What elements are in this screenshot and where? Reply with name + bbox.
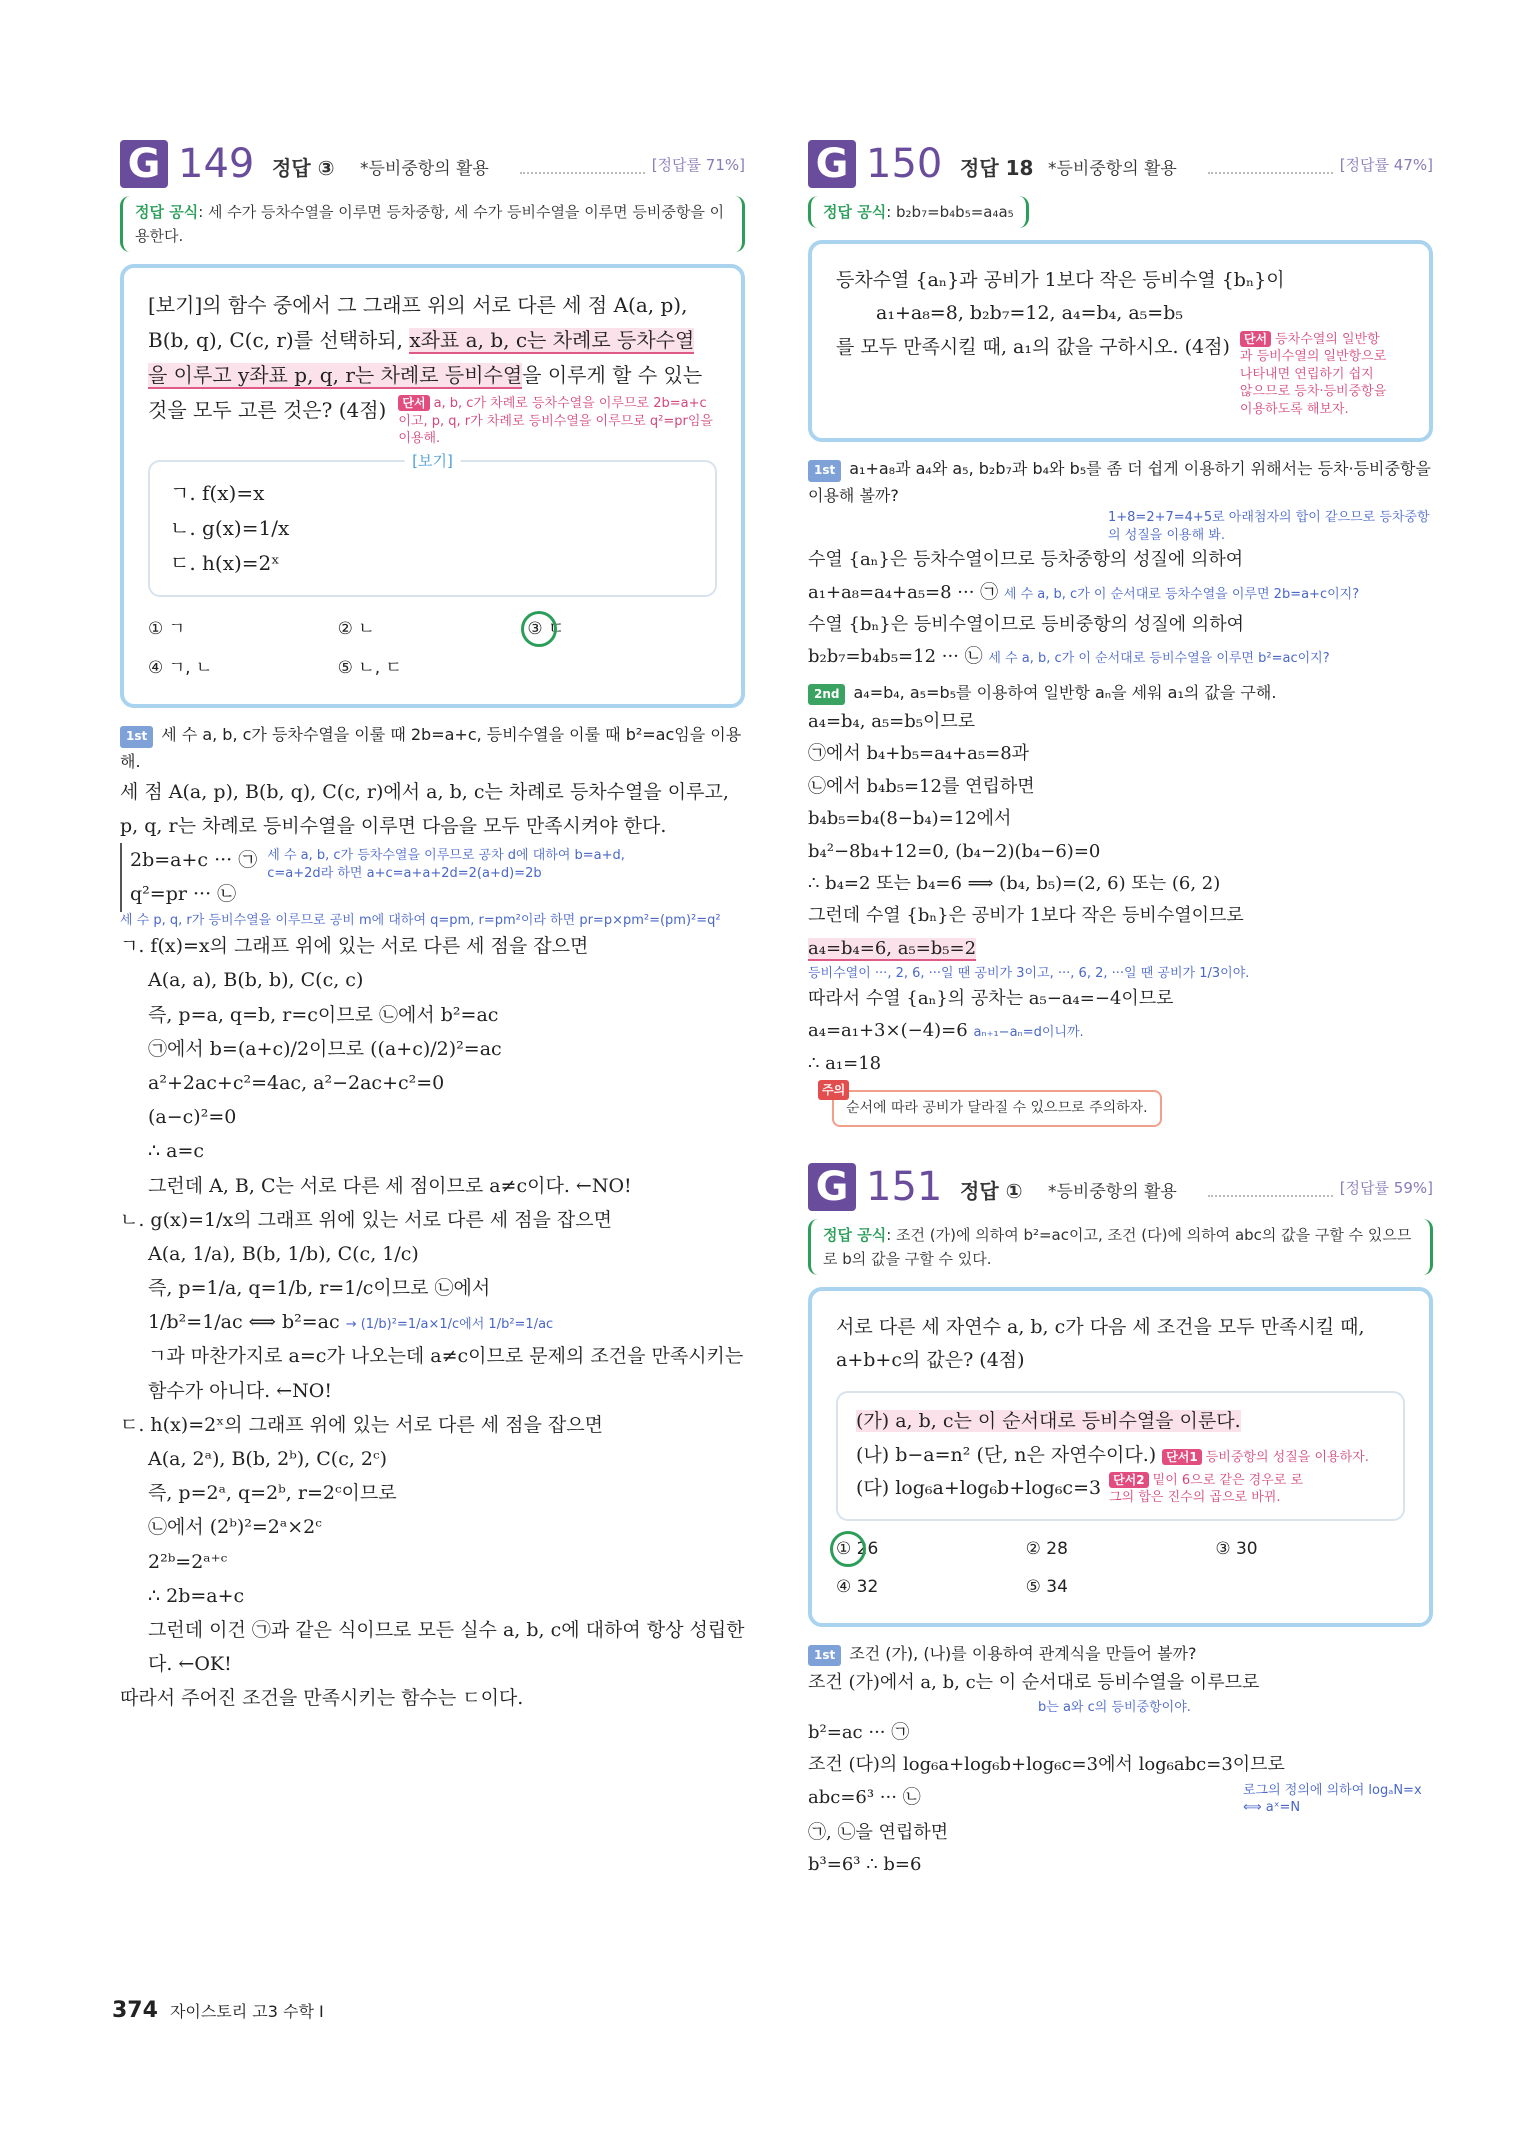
solution-line: 그런데 수열 {bₙ}은 공비가 1보다 작은 등비수열이므로 <box>808 905 1244 927</box>
question-line: a+b+c의 값은? (4점) <box>836 1349 1025 1372</box>
answer-label: 정답 ③ <box>272 156 335 180</box>
solution-line: (a−c)²=0 <box>148 1106 237 1129</box>
solution-line: a²+2ac+c²=4ac, a²−2ac+c²=0 <box>148 1071 445 1094</box>
solution-line: A(a, 2ᵃ), B(b, 2ᵇ), C(c, 2ᶜ) <box>148 1448 387 1471</box>
condition-box <box>836 1391 1405 1521</box>
problem-header <box>808 140 1433 196</box>
g-badge: G <box>120 140 168 188</box>
formula-box <box>808 1219 1433 1275</box>
solution-line: ㄱ과 마찬가지로 a=c가 나오는데 a≠c이므로 문제의 조건을 만족시키는 함수가 아니다. ←NO! <box>148 1345 744 1402</box>
solution-line: ㄴ. g(x)=1/x의 그래프 위에 있는 서로 다른 세 점을 잡으면 <box>120 1208 612 1231</box>
step-text: 조건 (가), (나)를 이용하여 관계식을 만들어 볼까? <box>849 1643 1197 1663</box>
solution-line: b₂b₇=b₄b₅=12 ··· ㉡ 세 수 a, b, c가 이 순서대로 등비수열을 이루면 b²=ac이지? <box>808 646 1330 668</box>
dotted-divider <box>520 172 645 174</box>
solution-line: 그런데 이건 ㉠과 같은 식이므로 모든 실수 a, b, c에 대하여 항상 성립한다. ←OK! <box>148 1618 745 1676</box>
warning-text: 순서에 따라 공비가 달라질 수 있으므로 주의하자. <box>846 1099 1148 1116</box>
solution-line: 그런데 A, B, C는 서로 다른 세 점이므로 a≠c이다. ←NO! <box>148 1174 632 1197</box>
question-line: B(b, q), C(c, r)를 선택하되, x좌표 a, b, c는 차례로 등차수열 <box>148 328 695 352</box>
highlight: 을 이루고 y좌표 p, q, r는 차례로 등비수열 <box>148 363 523 387</box>
side-note: 등비수열이 ···, 2, 6, ···일 땐 공비가 3이고, ···, 6, 2, ···일 땐 공비가 1/3이야. <box>808 966 1250 982</box>
choice[interactable]: ④ ㄱ, ㄴ <box>148 658 213 679</box>
problem-header <box>120 140 745 196</box>
solution-line: ㉠에서 b=(a+c)/2이므로 ((a+c)/2)²=ac <box>148 1037 502 1060</box>
solution-line: a₄=b₄, a₅=b₅이므로 <box>808 711 976 733</box>
solution-line: ㉡에서 b₄b₅=12를 연립하면 <box>808 775 1035 797</box>
choice[interactable]: ① ㄱ <box>148 618 186 639</box>
answer-label: 정답 ① <box>960 1178 1023 1203</box>
choice-correct[interactable]: ① 26 <box>836 1535 1026 1565</box>
formula-box <box>808 196 1029 228</box>
solution-line: b²=ac ··· ㉠ <box>808 1721 910 1743</box>
formula-label: 정답 공식 <box>823 203 887 221</box>
solution <box>808 544 1433 674</box>
step-badge: 1st <box>808 1645 841 1667</box>
problem-150 <box>808 140 1433 1127</box>
question-box <box>808 1287 1433 1627</box>
solution-line: a₄=b₄=6, a₅=b₅=2 <box>808 937 977 959</box>
solution-line: 세 점 A(a, p), B(b, q), C(c, r)에서 a, b, c는 차례로 등차수열을 이루고, p, q, r는 차례로 등비수열을 이루면 다음을 모두 만족시켜야 한다. <box>120 780 729 838</box>
condition: (가) a, b, c는 이 순서대로 등비수열을 이룬다. <box>856 1410 1241 1433</box>
solution-line: 수열 {bₙ}은 등비수열이므로 등비중항의 성질에 의하여 <box>808 613 1244 635</box>
solution-line: ㉠에서 b₄+b₅=a₄+a₅=8과 <box>808 743 1030 765</box>
formula-text: : 조건 (가)에 의하여 b²=ac이고, 조건 (다)에 의하여 abc의 값을 구할 수 있으므로 b의 값을 구할 수 있다. <box>823 1225 1412 1268</box>
solution-line: a₁+a₈=a₄+a₅=8 ··· ㉠ 세 수 a, b, c가 이 순서대로 등차수열을 이루면 2b=a+c이지? <box>808 581 1360 603</box>
solution-indent <box>120 1442 745 1681</box>
solution-line: a₄=a₁+3×(−4)=6 aₙ₊₁−aₙ=d이니까. <box>808 1020 1084 1042</box>
question-line: 것을 모두 고른 것은? (4점) 단서 a, b, c가 차례로 등차수열을 이루므로 2b=a+c이고, p, q, r가 차례로 등비수열을 이루므로 q²=pr임을 이용해. <box>148 393 717 448</box>
solution-indent <box>120 963 745 1202</box>
bogi-item: ㄴ. g(x)=1/x <box>170 515 290 540</box>
question-line: a₁+a₈=8, b₂b₇=12, a₄=b₄, a₅=b₅ <box>876 302 1183 325</box>
problem-151 <box>808 1163 1433 1882</box>
solution-line: A(a, 1/a), B(b, 1/b), C(c, 1/c) <box>148 1242 419 1265</box>
step-1 <box>120 722 745 775</box>
solution-line: 2b=a+c ··· ㉠ <box>130 849 258 872</box>
book-title: 자이스토리 고3 수학 I <box>169 2002 324 2021</box>
step-1 <box>808 456 1433 544</box>
solution-line: b₄b₅=b₄(8−b₄)=12에서 <box>808 808 1012 830</box>
condition: (나) b−a=n² (단, n은 자연수이다.) 단서1 등비중항의 성질을 이용하자. <box>856 1443 1369 1466</box>
solution-line: q²=pr ··· ㉡ <box>130 883 237 906</box>
topic-label: *등비중항의 활용 <box>360 159 489 179</box>
problem-149 <box>120 140 745 1716</box>
solution-line: ㉠, ㉡을 연립하면 <box>808 1821 949 1843</box>
solution-line: b³=6³ ∴ b=6 <box>808 1854 922 1876</box>
problem-number: 149 <box>178 141 255 187</box>
hint-tag: 단서 <box>398 395 429 411</box>
solution-line: 조건 (다)의 log₆a+log₆b+log₆c=3에서 log₆abc=3이므로 <box>808 1754 1285 1776</box>
solution-line: abc=6³ ··· ㉡ 로그의 정의에 의하여 logₐN=x ⟺ aˣ=N <box>808 1782 1422 1816</box>
correct-rate: [정답률 47%] <box>1339 156 1433 174</box>
solution-line: ∴ a₁=18 <box>808 1052 882 1074</box>
choice-correct[interactable]: ③ ㄷ <box>527 615 717 645</box>
warning-box <box>822 1082 1162 1127</box>
side-note: 1+8=2+7=4+5로 아래첨자의 합이 같으므로 등차중항의 성질을 이용해 봐. <box>1108 510 1430 543</box>
g-badge: G <box>808 140 856 188</box>
equation-block <box>120 843 745 911</box>
question-line: 를 모두 만족시킬 때, a₁의 값을 구하시오. (4점) 단서 등차수열의 일반항과 등비수열의 일반항으로 나타내면 연립하기 쉽지 않으므로 등차·등비중항을 이용하도록 해보자. <box>836 331 1405 419</box>
solution-line: b₄²−8b₄+12=0, (b₄−2)(b₄−6)=0 <box>808 840 1101 862</box>
formula-label: 정답 공식 <box>823 1225 887 1244</box>
step-text: 세 수 a, b, c가 등차수열을 이룰 때 2b=a+c, 등비수열을 이룰 때 b²=ac임을 이용해. <box>120 725 742 771</box>
choice[interactable]: ④ 32 <box>836 1576 879 1597</box>
step-badge: 1st <box>808 460 841 482</box>
solution-line: 1/b²=1/ac ⟺ b²=ac → (1/b)²=1/a×1/c에서 1/b²=1/ac <box>148 1311 554 1334</box>
solution-line: A(a, a), B(b, b), C(c, c) <box>148 969 364 992</box>
page-footer <box>112 1998 324 2023</box>
topic-label: *등비중항의 활용 <box>1048 1181 1177 1202</box>
formula-box <box>120 196 745 252</box>
step-text: a₄=b₄, a₅=b₅를 이용하여 일반항 aₙ을 세워 a₁의 값을 구해. <box>853 682 1277 702</box>
solution-line: 즉, p=a, q=b, r=c이므로 ㉡에서 b²=ac <box>148 1003 499 1026</box>
correct-rate: [정답률 59%] <box>1339 1178 1433 1197</box>
question-box <box>808 240 1433 442</box>
solution-line: ㄱ. f(x)=x의 그래프 위에 있는 서로 다른 세 점을 잡으면 <box>120 935 589 958</box>
topic-label: *등비중항의 활용 <box>1048 159 1177 179</box>
problem-header <box>808 1163 1433 1219</box>
solution-line: ㄷ. h(x)=2ˣ의 그래프 위에 있는 서로 다른 세 점을 잡으면 <box>120 1413 603 1436</box>
g-badge: G <box>808 1163 856 1211</box>
solution-line: 따라서 수열 {aₙ}의 공차는 a₅−a₄=−4이므로 <box>808 987 1174 1009</box>
choice[interactable]: ⑤ 34 <box>1025 1576 1068 1597</box>
formula-text: : b₂b₇=b₄b₅=a₄a₅ <box>886 203 1014 221</box>
hint-note: 단서 a, b, c가 차례로 등차수열을 이루므로 2b=a+c이고, p, q, r가 차례로 등비수열을 이루므로 q²=pr임을 이용해. <box>398 396 713 447</box>
bogi-box <box>148 451 717 597</box>
solution <box>808 706 1433 1080</box>
correct-rate: [정답률 71%] <box>651 156 745 174</box>
side-note: 세 수 a, b, c가 등차수열을 이루므로 공차 d에 대하여 b=a+d, c=a+2d라 하면 a+c=a+a+2d=2(a+d)=2b <box>267 848 625 881</box>
problem-number: 151 <box>866 1163 943 1210</box>
solution-line: 따라서 주어진 조건을 만족시키는 함수는 ㄷ이다. <box>120 1687 524 1710</box>
dotted-divider <box>1208 172 1333 174</box>
solution <box>808 1667 1433 1882</box>
solution-line: 즉, p=1/a, q=1/b, r=1/c이므로 ㉡에서 <box>148 1277 491 1300</box>
question-line: 을 이루고 y좌표 p, q, r는 차례로 등비수열을 이루게 할 수 있는 <box>148 363 703 387</box>
solution-line: ∴ 2b=a+c <box>148 1584 245 1607</box>
bogi-item: ㄷ. h(x)=2ˣ <box>170 550 280 575</box>
choice[interactable]: ③ 30 <box>1215 1539 1258 1559</box>
solution <box>120 775 745 1716</box>
question-box <box>120 264 745 708</box>
condition: (다) log₆a+log₆b+log₆c=3 단서2 밑이 6으로 같은 경우로 로그의 합은 진수의 곱으로 바뀌. <box>856 1472 1304 1506</box>
solution-indent <box>120 1237 745 1408</box>
side-note: b는 a와 c의 등비중항이야. <box>1038 1700 1191 1716</box>
solution-line: 2²ᵇ=2ᵃ⁺ᶜ <box>148 1550 228 1573</box>
solution-line: 조건 (가)에서 a, b, c는 이 순서대로 등비수열을 이루므로 <box>808 1671 1260 1693</box>
choices <box>836 1535 1405 1603</box>
solution-line: 즉, p=2ᵃ, q=2ᵇ, r=2ᶜ이므로 <box>148 1482 397 1505</box>
question-line: [보기]의 함수 중에서 그 그래프 위의 서로 다른 세 점 A(a, p), <box>148 293 688 317</box>
page-number: 374 <box>112 1998 158 2023</box>
side-note: 세 수 p, q, r가 등비수열을 이루므로 공비 m에 대하여 q=pm, r=pm²이라 하면 pr=p×pm²=(pm)²=q² <box>120 912 721 928</box>
step-2 <box>808 680 1433 706</box>
solution-line: ∴ a=c <box>148 1140 205 1163</box>
choice[interactable]: ② 28 <box>1025 1539 1068 1559</box>
choice[interactable]: ② ㄴ <box>337 618 375 639</box>
problem-number: 150 <box>866 141 943 187</box>
right-column <box>808 140 1433 1881</box>
step-1 <box>808 1641 1433 1667</box>
formula-label: 정답 공식 <box>135 203 199 221</box>
hint-note: 단서 등차수열의 일반항과 등비수열의 일반항으로 나타내면 연립하기 쉽지 않으므로 등차·등비중항을 이용하도록 해보자. <box>1239 331 1387 417</box>
step-badge: 2nd <box>808 684 845 706</box>
step-text: a₁+a₈과 a₄와 a₅, b₂b₇과 b₄와 b₅를 좀 더 쉽게 이용하기 위해서는 등차·등비중항을 이용해 볼까? <box>808 459 1431 505</box>
choices <box>148 615 717 685</box>
answer-label: 정답 18 <box>960 156 1034 180</box>
question-line: 등차수열 {aₙ}과 공비가 1보다 작은 등비수열 {bₙ}이 <box>836 269 1285 291</box>
solution-line: ㉡에서 (2ᵇ)²=2ᵃ×2ᶜ <box>148 1516 322 1539</box>
highlight: x좌표 a, b, c는 차례로 등차수열 <box>409 328 695 352</box>
bogi-item: ㄱ. f(x)=x <box>170 480 265 505</box>
question-line: 서로 다른 세 자연수 a, b, c가 다음 세 조건을 모두 만족시킬 때, <box>836 1315 1365 1338</box>
formula-text: : 세 수가 등차수열을 이루면 등차중항, 세 수가 등비수열을 이루면 등비중항을 이용한다. <box>135 203 725 245</box>
solution-line: 수열 {aₙ}은 등차수열이므로 등차중항의 성질에 의하여 <box>808 549 1244 571</box>
warning-tag: 주의 <box>818 1080 849 1100</box>
step-badge: 1st <box>120 726 153 748</box>
choice[interactable]: ⑤ ㄴ, ㄷ <box>337 658 402 679</box>
solution-line: ∴ b₄=2 또는 b₄=6 ⟹ (b₄, b₅)=(2, 6) 또는 (6, 2) <box>808 873 1221 895</box>
dotted-divider <box>1208 1195 1333 1197</box>
bogi-title: [보기] <box>404 448 461 474</box>
